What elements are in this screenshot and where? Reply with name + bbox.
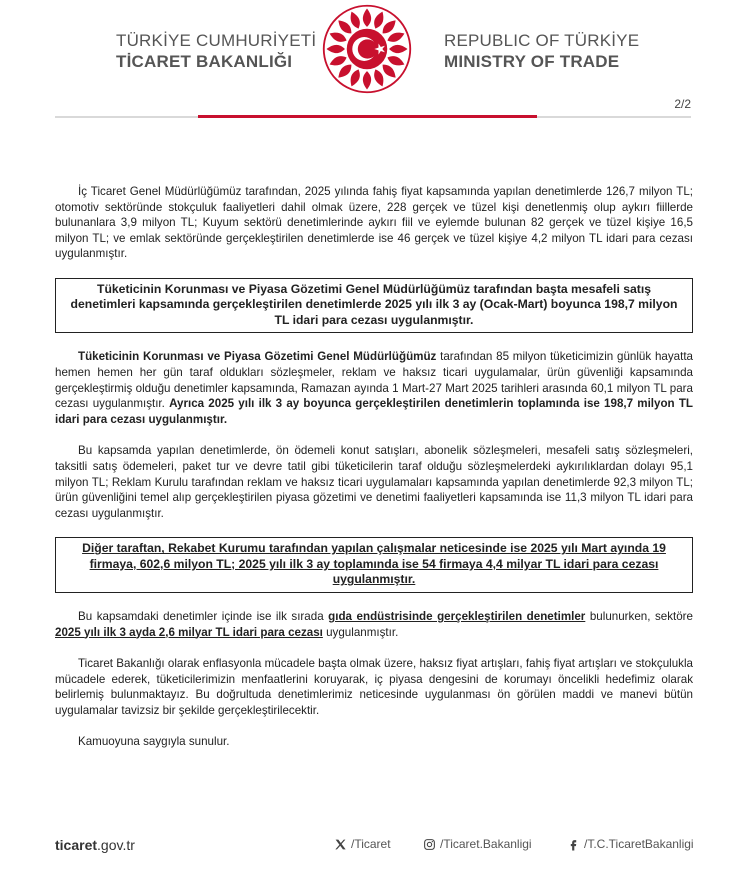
- press-release-body: [55, 184, 693, 750]
- footer-facebook-handle: /T.C.TicaretBakanligi: [584, 837, 694, 851]
- paragraph-2-mid: tarafından 85 milyon tüketicimizin günlük hayatta hemen hemen her gün taraf oldukları sözleşmeler, reklam ve haksız ticari uygulamalar, ürün güvenliği kapsamında gerçekleştirmiş olduğu denetimler kapsamında, Ramazan ayında 1 Mart-27 Mart 2025 tarihleri arasında 60,1 milyon TL para cezası uygulanmıştır.: [55, 350, 693, 411]
- instagram-icon: [423, 838, 436, 851]
- ministry-emblem-icon: [321, 3, 413, 95]
- footer-x-handle: /Ticaret: [351, 837, 391, 851]
- paragraph-4-e: uygulanmıştır.: [322, 625, 399, 639]
- footer-facebook-link[interactable]: [567, 837, 694, 851]
- highlight-box-1-text: Tüketicinin Korunması ve Piyasa Gözetimi Genel Müdürlüğümüz tarafından başta mesafeli satış denetimleri kapsamında gerçekleştirilen denetimlerde 2025 yılı ilk 3 ay (Ocak-Mart) boyunca 198,7 milyon TL idari para cezası uygulanmıştır.: [70, 281, 678, 327]
- paragraph-2-bold-end: Ayrıca 2025 yılı ilk 3 ay boyunca gerçekleştirilen denetimlerin toplamında ise 198,7 milyon TL idari para cezası uygulanmıştır.: [55, 397, 693, 426]
- header-left-line2: TİCARET BAKANLIĞI: [116, 52, 293, 71]
- footer-site-bold: ticaret: [55, 837, 98, 853]
- facebook-icon: [567, 838, 580, 851]
- paragraph-4: [55, 609, 693, 640]
- paragraph-4-b: gıda endüstrisinde gerçekleştirilen denetimler: [328, 609, 586, 623]
- footer-instagram-handle: /Ticaret.Bakanligi: [440, 837, 532, 851]
- header-right-line2: MINISTRY OF TRADE: [444, 52, 620, 71]
- footer-website[interactable]: [55, 837, 135, 853]
- paragraph-4-c: bulunurken, sektöre: [585, 609, 693, 623]
- highlight-box-1: [55, 278, 693, 334]
- header-accent-bar: [198, 115, 537, 118]
- x-icon: [334, 838, 347, 851]
- footer-x-link[interactable]: [334, 837, 391, 851]
- page-number: 2/2: [674, 97, 691, 111]
- header-left: [116, 30, 316, 72]
- paragraph-4-d: 2025 yılı ilk 3 ayda 2,6 milyar TL idari para cezası: [55, 625, 323, 639]
- paragraph-4-a: Bu kapsamdaki denetimler içinde ise ilk sırada: [78, 609, 329, 623]
- paragraph-2-bold-start: Tüketicinin Korunması ve Piyasa Gözetimi Genel Müdürlüğümüz: [78, 350, 437, 364]
- paragraph-5: Ticaret Bakanlığı olarak enflasyonla mücadele başta olmak üzere, haksız fiyat artışları, fahiş fiyat artışları ve stokçulukla mücadele ederek, tüketicilerimizin menfaatlerini koruyarak, iç piyasa dengesini de korumayı öncelikli hedefimiz olarak belirlemiş bulunmaktayız. Bu doğrultuda denetimlerimiz neticesinde uygulanması ön görülen maddi ve manevi bütün uygulamalar tavizsiz bir şekilde gerçekleştirilecektir.: [55, 657, 693, 717]
- paragraph-3: Bu kapsamda yapılan denetimlerde, ön ödemeli konut satışları, abonelik sözleşmeleri, mesafeli satış sözleşmeleri, taksitli satış ödemeleri, paket tur ve devre tatil gibi tüketicilerin taraf olduğu sözleşmelerdeki aykırılıklardan dolayı 95,1 milyon TL; Reklam Kurulu tarafından reklam ve haksız ticari uygulamaları kapsamında yapılan denetimlerde 92,3 milyon TL; ürün güvenliğini temel alıp gerçekleştirilen piyasa gözetimi ve denetimi faaliyetleri kapsamında ise 11,3 milyon TL idari para cezası uygulanmıştır.: [55, 444, 693, 520]
- header-left-line1: TÜRKİYE CUMHURİYETİ: [116, 31, 317, 50]
- highlight-box-2: [55, 537, 693, 593]
- paragraph-2: [55, 349, 693, 427]
- paragraph-1: İç Ticaret Genel Müdürlüğümüz tarafından, 2025 yılında fahiş fiyat kapsamında yapılan denetimlerde 126,7 milyon TL; otomotiv sektöründe stokçuluk faaliyetleri dahil olmak üzere, 228 gerçek ve tüzel kişi denetlenmiş olup aykırı fiillerde bulunanlara 3,9 milyon TL; Kuyum sektörü denetimlerinde aykırı fiil ve eylemde bulunan 82 gerçek ve tüzel kişiye 16,5 milyon TL; ve emlak sektöründe gerçekleştirilen denetimlerde ise 46 gerçek ve tüzel kişiye 4,2 milyon TL idari para cezası uygulanmıştır.: [55, 185, 693, 261]
- header-right: [444, 30, 639, 72]
- footer-site-rest: .gov.tr: [97, 837, 135, 853]
- paragraph-6: Kamuoyuna saygıyla sunulur.: [78, 735, 230, 749]
- header-right-line1: REPUBLIC OF TÜRKİYE: [444, 31, 640, 50]
- footer-instagram-link[interactable]: [423, 837, 532, 851]
- highlight-box-2-text: Diğer taraftan, Rekabet Kurumu tarafından yapılan çalışmalar neticesinde ise 2025 yılı Mart ayında 19 firmaya, 602,6 milyon TL; 2025 yılı ilk 3 ay toplamında ise 54 firmaya 4,4 milyar TL idari para cezası uygulanmıştır.: [82, 541, 666, 587]
